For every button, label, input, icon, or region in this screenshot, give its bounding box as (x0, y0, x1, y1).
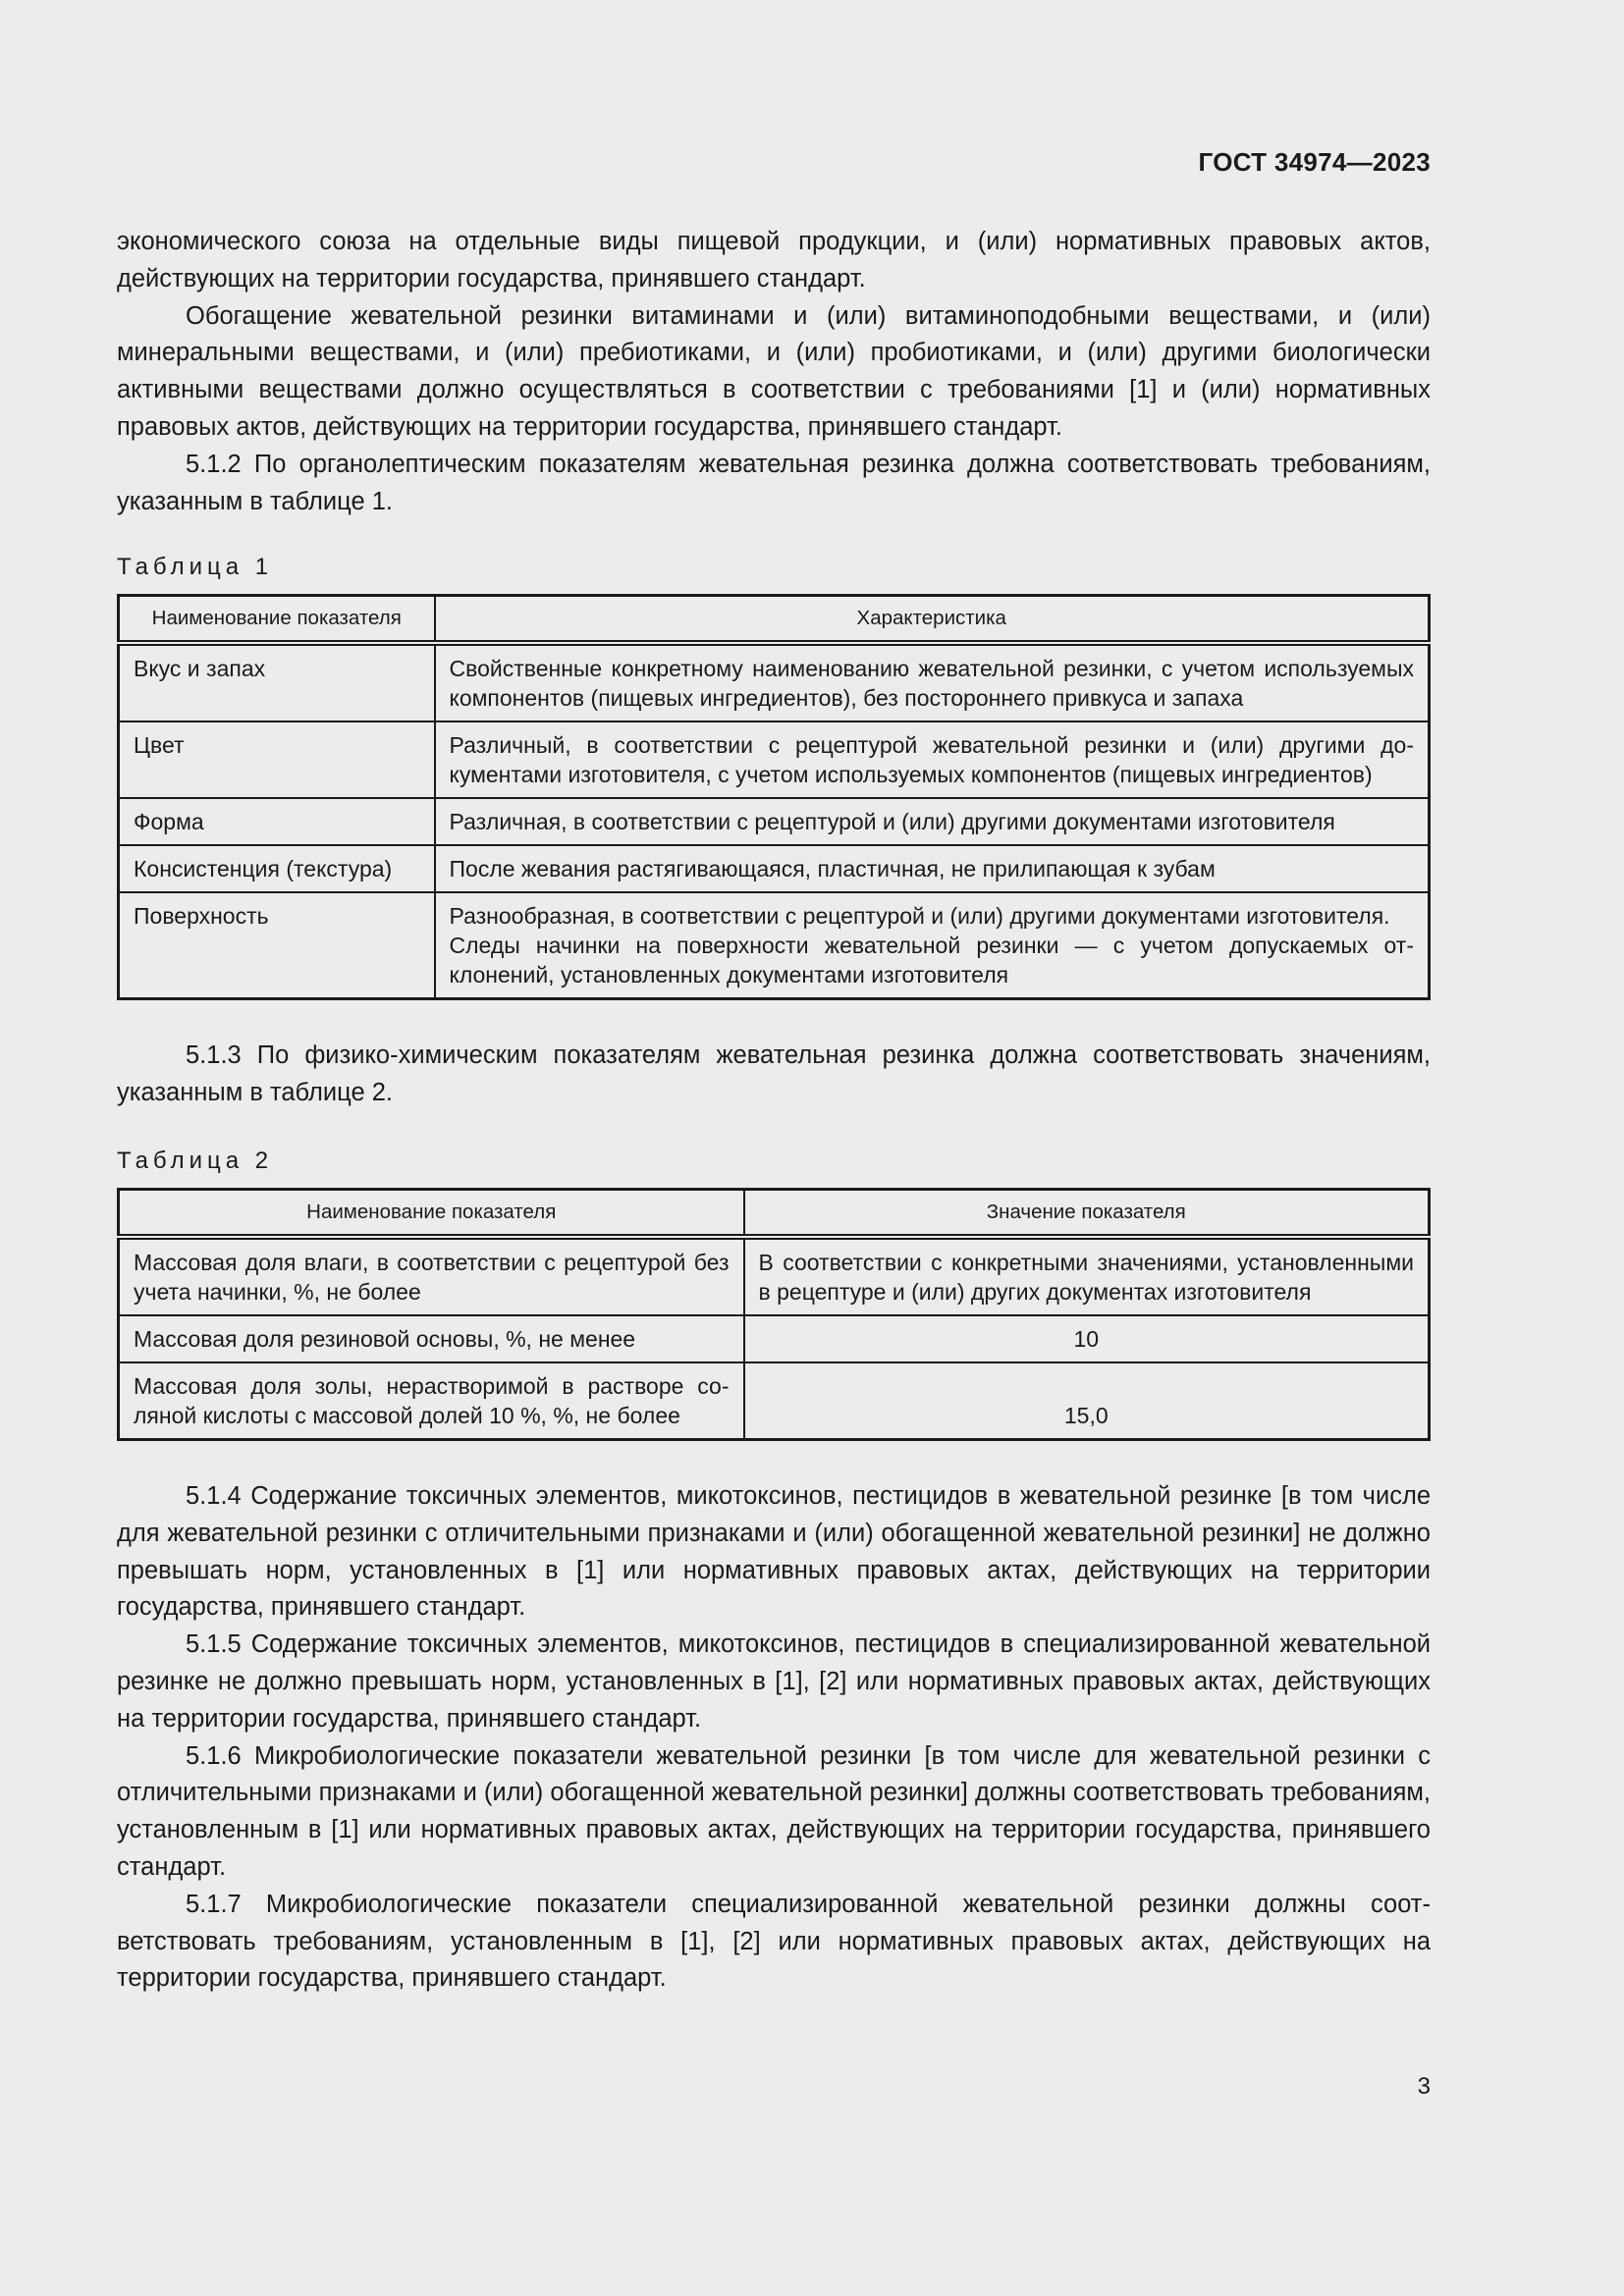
table-row (119, 1315, 1430, 1362)
table1-col-header-name: Наименование показателя (119, 596, 435, 644)
paragraph-5-1-7: 5.1.7 Микробиологические показатели специализированной жевательной резинки должны соответствовать требованиям, установленным в [1], [2] или нормативных правовых актах, действующих на территории государства, принявшего стандарт. (117, 1890, 1431, 1993)
table-row (119, 798, 1430, 845)
document-header: ГОСТ 34974—2023 (1198, 147, 1431, 177)
table1-cell-value: Свойственные конкретному наименованию жевательной резинки, с учетом используемых компонентов (пищевых ингредиентов), без постороннего привкуса и запаха (435, 643, 1430, 721)
table1-caption: Таблица 1 (117, 554, 274, 581)
table1-cell-value-line1: Разнообразная, в соответствии с рецептурой и (или) другими документами изготовителя. (449, 903, 1390, 930)
table2-cell-value: 10 (744, 1315, 1430, 1362)
table1-cell-value (435, 892, 1430, 999)
table2-cell-name: Массовая доля резиновой основы, %, не менее (119, 1315, 744, 1362)
table1-organoleptic (117, 594, 1431, 1000)
table1-cell-name: Вкус и запах (119, 643, 435, 721)
paragraph-5-1-5: 5.1.5 Содержание токсичных элементов, микотоксинов, пестицидов в специализированной жевательной резинке не должно превышать норм, установленных в [1], [2] или нормативных правовых актах, действующих на территории государства, принявшего стандарт. (117, 1630, 1431, 1733)
table1-cell-value: Различный, в соответствии с рецептурой жевательной резинки и (или) другими документами изготовителя, с учетом используемых компонентов (пищевых ингредиентов) (435, 721, 1430, 798)
table2-cell-value: 15,0 (744, 1362, 1430, 1440)
table1-cell-value: Различная, в соответствии с рецептурой и (или) другими документами изготовителя (435, 798, 1430, 845)
document-content (117, 224, 1431, 1998)
table1-cell-name: Форма (119, 798, 435, 845)
table1-cell-name: Цвет (119, 721, 435, 798)
table2-col-header-name: Наименование показателя (119, 1189, 744, 1237)
paragraph-5-1-3: 5.1.3 По физико-химическим показателям жевательная резинка должна соответствовать значениям, указанным в таблице 2. (117, 1041, 1431, 1107)
table1-cell-name: Поверхность (119, 892, 435, 999)
table2-col-header-value: Значение показателя (744, 1189, 1430, 1237)
paragraph-5-1-4: 5.1.4 Содержание токсичных элементов, микотоксинов, пестицидов в жевательной резинке [в том числе для жевательной резинки с отличительными признаками и (или) обогащенной жевательной резинки] не должно превышать норм, установленных в [1] или нормативных правовых актах, действующих на территории государства, принявшего стандарт. (117, 1481, 1431, 1622)
table1-cell-value-line2: Следы начинки на поверхности жевательной резинки — с учетом допускаемых отклонений, установленных документами изготовителя (449, 933, 1414, 988)
table-row (119, 845, 1430, 892)
table1-header-row (119, 596, 1430, 644)
paragraph-intro-continuation: экономического союза на отдельные виды пищевой продукции, и (или) нормативных правовых актов, действующих на территории государства, принявшего стандарт. (117, 228, 1431, 293)
table-row (119, 643, 1430, 721)
table-row (119, 1362, 1430, 1440)
paragraph-enrichment: Обогащение жевательной резинки витаминами и (или) витаминоподобными веществами, и (или) минеральными веществами, и (или) пребиотиками, и (или) пробиотиками, и (или) другими биологически активными веществами должно осуществляться в соответствии с требованиями [1] и (или) нормативных правовых актов, действующих на территории государства, принявшего стандарт. (117, 301, 1431, 441)
table2-cell-value: В соответствии с конкретными значениями, установленными в рецептуре и (или) других документах изготовителя (744, 1237, 1430, 1315)
page-number: 3 (1417, 2073, 1431, 2100)
table2-caption: Таблица 2 (117, 1147, 274, 1174)
table-row (119, 892, 1430, 999)
table-row (119, 1237, 1430, 1315)
paragraph-5-1-2: 5.1.2 По органолептическим показателям жевательная резинка должна соответствовать требованиям, указанным в таблице 1. (117, 450, 1431, 515)
table-row (119, 721, 1430, 798)
table2-header-row (119, 1189, 1430, 1237)
table2-cell-name: Массовая доля влаги, в соответствии с рецептурой без учета начинки, %, не более (119, 1237, 744, 1315)
table2-cell-name: Массовая доля золы, нерастворимой в растворе соляной кислоты с массовой долей 10 %, %, не более (119, 1362, 744, 1440)
table2-physicochemical (117, 1188, 1431, 1441)
table1-cell-value: После жевания растягивающаяся, пластичная, не прилипающая к зубам (435, 845, 1430, 892)
paragraph-5-1-6: 5.1.6 Микробиологические показатели жевательной резинки [в том числе для жевательной резинки с отличительными признаками и (или) обогащенной жевательной резинки] должны соответствовать требованиям, установленным в [1] или нормативных правовых актах, действующих на территории государства, принявшего стандарт. (117, 1741, 1431, 1881)
table1-col-header-value: Характеристика (435, 596, 1430, 644)
table1-cell-name: Консистенция (текстура) (119, 845, 435, 892)
